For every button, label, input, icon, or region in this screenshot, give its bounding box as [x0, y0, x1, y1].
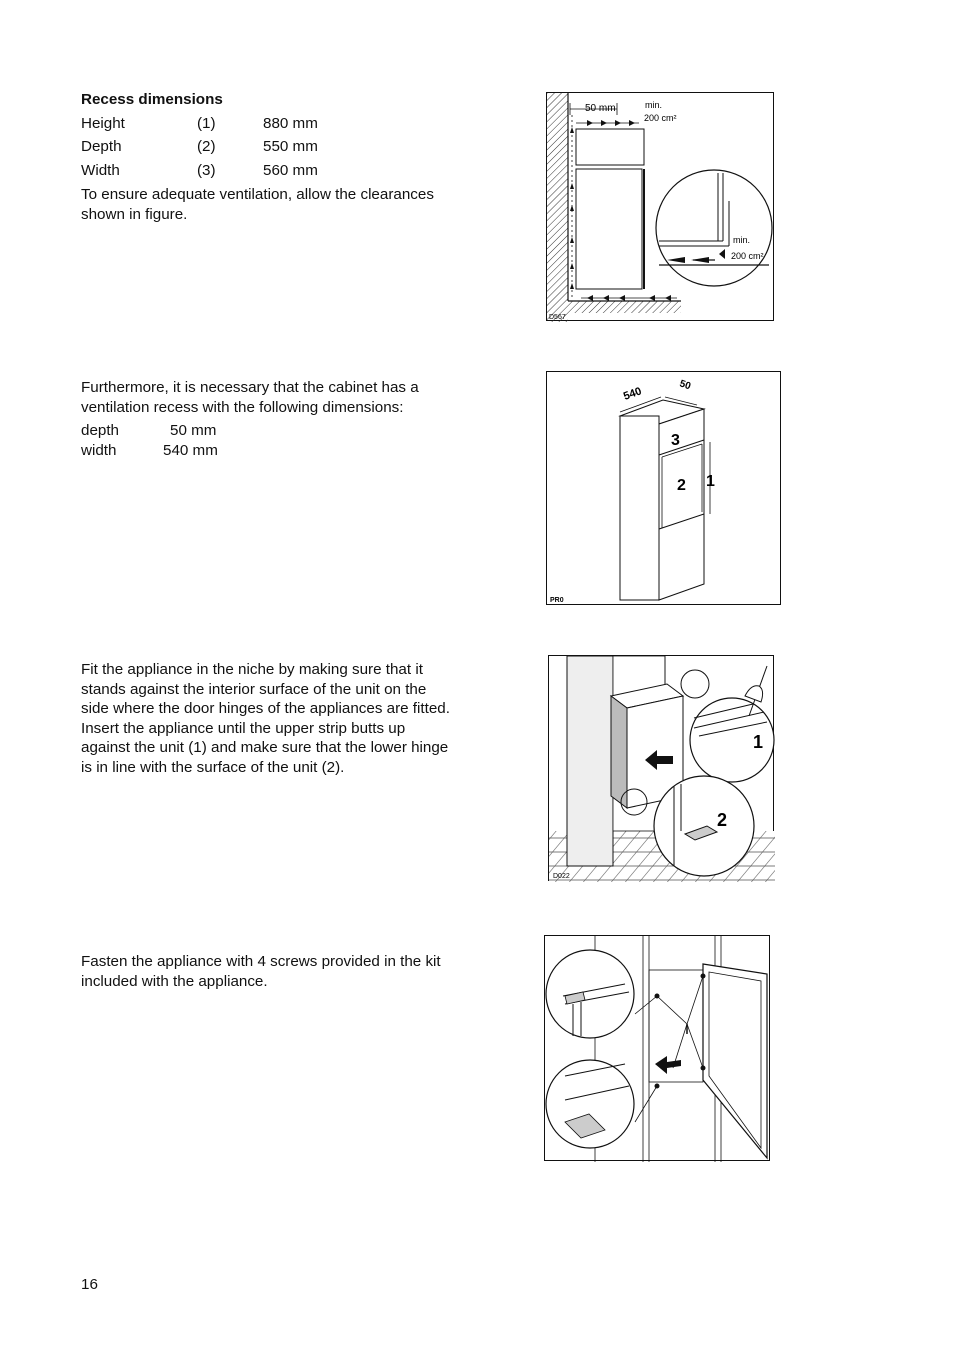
dimension-label: Width: [81, 162, 120, 179]
dimension-row-depth: [81, 137, 481, 157]
cabinet-front: [620, 416, 659, 600]
recess-dimensions-heading: Recess dimensions: [81, 91, 223, 108]
ventilation-clearance-paragraph: To ensure adequate ventilation, allow the clearances shown in figure.: [81, 186, 434, 223]
label-num2: 2: [717, 810, 728, 830]
label-50mm: 50 mm: [585, 103, 616, 114]
recess-row-depth: [81, 421, 381, 441]
niche-wall: [567, 656, 613, 866]
figure-code: D567: [549, 314, 566, 321]
dimension-row-height: [81, 114, 481, 134]
wall-hatch: [547, 93, 568, 322]
floor-hatch: [568, 301, 681, 313]
dimension-label: Depth: [81, 138, 122, 155]
open-door: [703, 964, 767, 1158]
figure-ventilation-clearances: [546, 92, 774, 321]
dim-width-label: 540: [621, 385, 644, 403]
recess-value: 50 mm: [170, 422, 217, 439]
label-min-detail: min.: [733, 235, 751, 245]
recess-row-width: [81, 441, 381, 461]
dimension-ref: (2): [197, 138, 216, 155]
ventilation-diagram: [547, 93, 775, 322]
dimension-row-width: [81, 161, 481, 181]
dimension-value: 550 mm: [263, 138, 318, 155]
figure-fit-appliance: [548, 655, 774, 881]
appliance-body: [576, 169, 642, 289]
dim-depth-label: 50: [678, 378, 693, 393]
fasten-diagram: [545, 936, 771, 1162]
dimension-value: 560 mm: [263, 162, 318, 179]
ventilation-detail-circle: [656, 170, 772, 286]
recess-value: 540 mm: [163, 442, 218, 459]
dimension-ref: (3): [197, 162, 216, 179]
label-num1: 1: [753, 732, 764, 752]
page-number: 16: [81, 1276, 98, 1293]
label-num1: 1: [706, 473, 715, 490]
upper-cabinet: [576, 129, 644, 165]
figure-code: D022: [553, 873, 570, 880]
ventilation-recess-paragraph: Furthermore, it is necessary that the cabinet has a ventilation recess with the following dimensions:: [81, 379, 419, 416]
detail-circle-2: [654, 776, 754, 876]
appliance-side: [611, 696, 627, 808]
dimension-label: Height: [81, 115, 125, 132]
label-num2: 2: [677, 477, 686, 494]
recess-label: width: [81, 442, 117, 459]
cabinet-diagram: [547, 372, 782, 606]
label-area-top: 200 cm²: [644, 113, 677, 123]
recess-label: depth: [81, 422, 120, 439]
figure-cabinet-recess: [546, 371, 781, 605]
fit-appliance-paragraph: Fit the appliance in the niche by making sure that it stands against the interior surface of the unit on the side where the door hinges of the appliances are fitted. Insert the appliance until the upper strip butts up against the unit (1) and make sure that the lower hinge is in line with the surface of the unit (2).: [81, 661, 450, 776]
label-min-top: min.: [645, 100, 663, 110]
label-num3: 3: [671, 432, 680, 449]
figure-code: PR0: [550, 597, 564, 604]
dimension-ref: (1): [197, 115, 216, 132]
figure-fasten-screws: [544, 935, 770, 1161]
fasten-appliance-paragraph: Fasten the appliance with 4 screws provided in the kit included with the appliance.: [81, 953, 441, 990]
fit-diagram: [549, 656, 775, 882]
dimension-value: 880 mm: [263, 115, 318, 132]
label-area-detail: 200 cm²: [731, 251, 764, 261]
